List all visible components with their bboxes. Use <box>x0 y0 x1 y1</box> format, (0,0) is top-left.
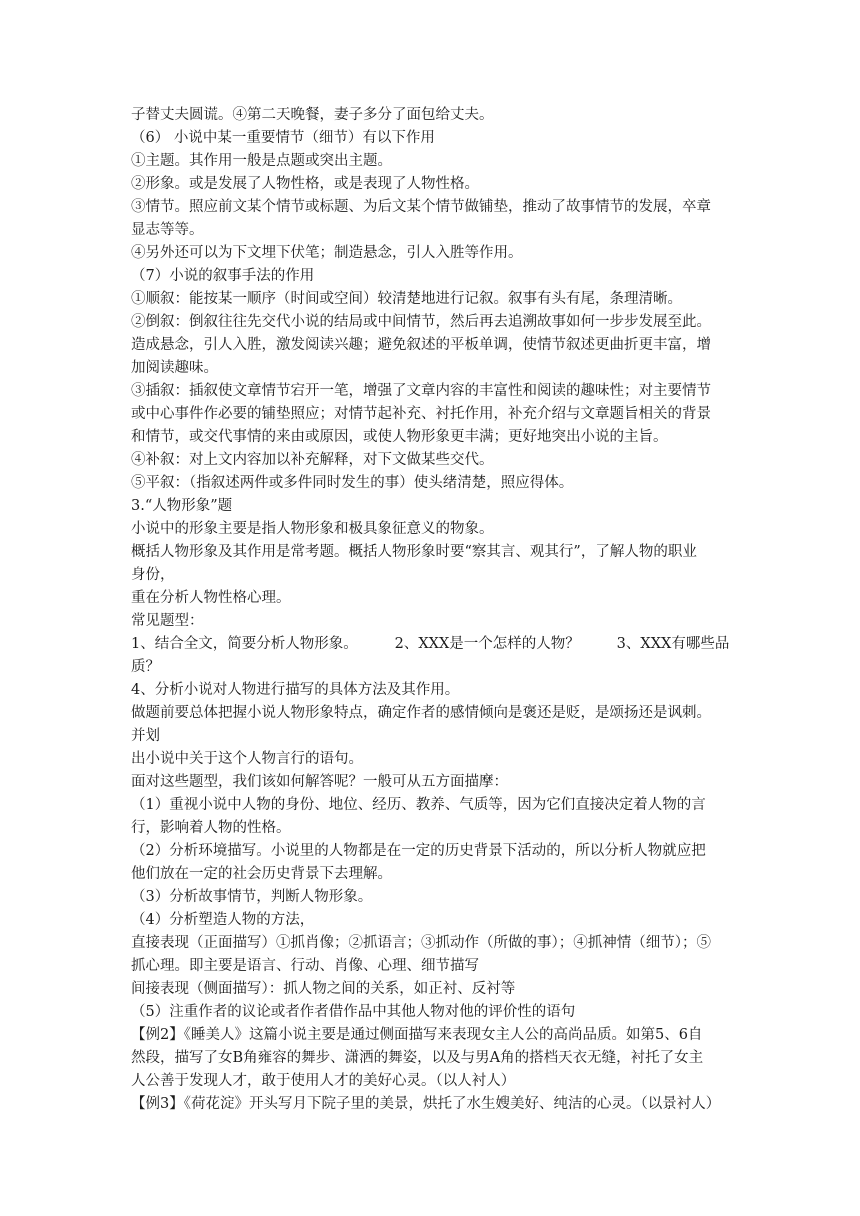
text-line: 出小说中关于这个人物言行的语句。 <box>131 751 363 767</box>
text-line: ①主题。其作用一般是点题或突出主题。 <box>131 153 392 169</box>
text-line: （2）分析环境描写。小说里的人物都是在一定的历史背景下活动的，所以分析人物就应把 <box>131 843 706 859</box>
text-line: 行，影响着人物的性格。 <box>131 820 291 836</box>
section-heading: 3.“人物形象”题 <box>131 498 233 514</box>
text-line: 直接表现（正面描写）①抓肖像；②抓语言；③抓动作（所做的事）；④抓神情（细节）；⑤ <box>131 935 711 951</box>
text-line: 或中心事件作必要的铺垫照应；对情节起补充、衬托作用，补充介绍与文章题旨相关的背景 <box>131 406 711 422</box>
text-line: 面对这些题型，我们该如何解答呢？一般可从五方面描摩： <box>131 774 508 790</box>
text-line: 重在分析人物性格心理。 <box>131 590 291 606</box>
example-line: 【例3】《荷花淀》开头写月下院子里的美景，烘托了水生嫂美好、纯洁的心灵。（以景衬人） <box>131 1096 721 1112</box>
text-line: 加阅读趣味。 <box>131 360 218 376</box>
text-line: 子替丈夫圆谎。④第二天晚餐，妻子多分了面包给丈夫。 <box>131 107 494 123</box>
text-line: 人公善于发现人才，敢于使用人才的美好心灵。（以人衬人） <box>131 1073 516 1089</box>
text-line: 造成悬念，引人入胜，激发阅读兴趣；避免叙述的平板单调，使情节叙述更曲折更丰富，增 <box>131 337 711 353</box>
text-line: 身份， <box>131 567 175 583</box>
text-line: 抓心理。即主要是语言、行动、肖像、心理、细节描写 <box>131 958 479 974</box>
example-line: 【例2】《睡美人》这篇小说主要是通过侧面描写来表现女主人公的高尚品质。如第5、6自 <box>131 1027 703 1043</box>
text-line: ⑤平叙：（指叙述两件或多件同时发生的事）使头绪清楚，照应得体。 <box>131 475 574 491</box>
text-line: （4）分析塑造人物的方法， <box>131 912 315 928</box>
text-line: 他们放在一定的社会历史背景下去理解。 <box>131 866 392 882</box>
text-line: ④另外还可以为下文埋下伏笔；制造悬念，引人入胜等作用。 <box>131 245 523 261</box>
section-heading: （7）小说的叙事手法的作用 <box>131 268 315 284</box>
text-line: 和情节，或交代事情的来由或原因，或使人物形象更丰满；更好地突出小说的主旨。 <box>131 429 668 445</box>
text-line: ③插叙：插叙使文章情节宕开一笔，增强了文章内容的丰富性和阅读的趣味性；对主要情节 <box>131 383 711 399</box>
text-line: 然段，描写了女B角雍容的舞步、潇洒的舞姿，以及与男A角的搭档天衣无缝，衬托了女主 <box>131 1050 704 1066</box>
question-types-line: 1、结合全文，简要分析人物形象。 2、XXX是一个怎样的人物？ 3、XXX有哪些品 <box>131 636 730 652</box>
text-line: 4、分析小说对人物进行描写的具体方法及其作用。 <box>131 682 460 698</box>
text-line: ①顺叙：能按某一顺序（时间或空间）较清楚地进行记叙。叙事有头有尾，条理清晰。 <box>131 291 682 307</box>
text-line: 概括人物形象及其作用是常考题。概括人物形象时要“察其言、观其行”，了解人物的职业 <box>131 544 697 560</box>
text-line: （3）分析故事情节，判断人物形象。 <box>131 889 373 905</box>
text-line: ③情节。照应前文某个情节或标题、为后文某个情节做铺垫，推动了故事情节的发展，卒章 <box>131 199 711 215</box>
text-line: （1）重视小说中人物的身份、地位、经历、教养、气质等，因为它们直接决定着人物的言 <box>131 797 706 813</box>
text-line: 质？ <box>131 659 160 675</box>
text-line: ②形象。或是发展了人物性格，或是表现了人物性格。 <box>131 176 479 192</box>
section-heading: （6） 小说中某一重要情节（细节）有以下作用 <box>131 130 435 146</box>
text-line: 做题前要总体把握小说人物形象特点，确定作者的感情倾向是褒还是贬，是颂扬还是讽刺。 <box>131 705 711 721</box>
text-line: 常见题型： <box>131 613 204 629</box>
text-line: 并划 <box>131 728 160 744</box>
text-line: ④补叙：对上文内容加以补充解释，对下文做某些交代。 <box>131 452 494 468</box>
text-line: ②倒叙：倒叙往往先交代小说的结局或中间情节，然后再去追溯故事如何一步步发展至此。 <box>131 314 711 330</box>
text-line: （5）注重作者的议论或者作者借作品中其他人物对他的评价性的语句 <box>131 1004 576 1020</box>
text-line: 显志等等。 <box>131 222 204 238</box>
text-line: 小说中的形象主要是指人物形象和极具象征意义的物象。 <box>131 521 494 537</box>
text-line: 间接表现（侧面描写）：抓人物之间的关系，如正衬、反衬等 <box>131 981 516 997</box>
